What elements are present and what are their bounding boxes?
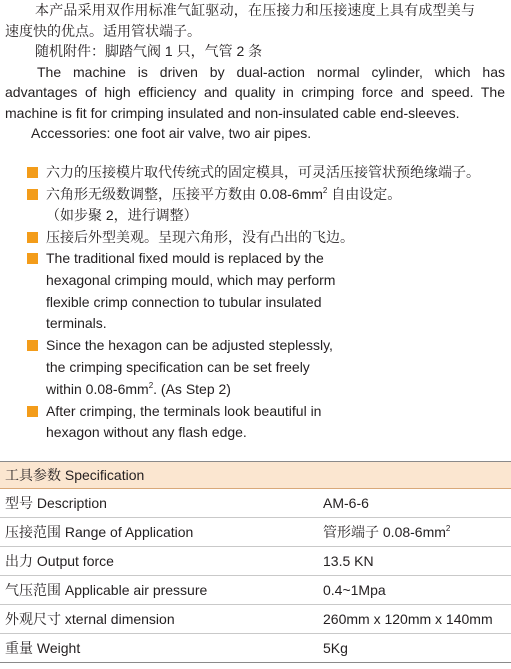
spec-value: 0.4~1Mpa bbox=[323, 582, 386, 598]
square-bullet-icon bbox=[27, 167, 38, 178]
square-bullet-icon bbox=[27, 189, 38, 200]
superscript: 2 bbox=[322, 185, 328, 195]
feature-text: 自由设定。 bbox=[327, 185, 402, 202]
intro-cn-accessories: 随机附件：脚踏气阀 1 只，气管 2 条 bbox=[35, 43, 263, 59]
superscript: 2 bbox=[445, 524, 451, 533]
spec-label: 气压范围 Applicable air pressure bbox=[5, 582, 208, 598]
spec-value: 260mm x 120mm x 140mm bbox=[323, 611, 493, 627]
feature-item-cn3 bbox=[25, 227, 505, 249]
intro-cn-line2: 速度快的优点。适用管状端子。 bbox=[5, 22, 201, 39]
spec-row-air-pressure bbox=[0, 576, 511, 605]
feature-line: The traditional fixed mould is replaced by the bbox=[46, 250, 324, 266]
feature-line: hexagon without any flash edge. bbox=[46, 424, 247, 441]
feature-item-en1 bbox=[25, 248, 505, 335]
intro-text bbox=[5, 0, 505, 144]
spec-row-range bbox=[0, 518, 511, 547]
intro-en-accessories: Accessories: one foot air valve, two air pipes. bbox=[31, 125, 312, 141]
spec-table bbox=[0, 461, 511, 663]
spec-label: 出力 Output force bbox=[5, 553, 114, 569]
intro-cn-line1: 本产品采用双作用标准气缸驱动，在压接力和压接速度上具有成型美与 bbox=[35, 2, 476, 18]
spec-value: 5Kg bbox=[323, 640, 348, 656]
feature-item-en2 bbox=[25, 335, 505, 400]
spec-value-wrap bbox=[323, 518, 450, 546]
feature-item-cn2 bbox=[25, 184, 505, 227]
spec-value: AM-6-6 bbox=[323, 495, 369, 511]
square-bullet-icon bbox=[27, 232, 38, 243]
feature-text: 六角形无级数调整，压接平方数由 0.08-6mm bbox=[46, 185, 323, 202]
spec-row-dimension bbox=[0, 605, 511, 634]
feature-line: . (As Step 2) bbox=[153, 380, 231, 397]
square-bullet-icon bbox=[27, 253, 38, 264]
feature-text: 压接后外型美观。呈现六角形，没有凸出的飞边。 bbox=[46, 228, 354, 245]
spec-label: 外观尺寸 xternal dimension bbox=[5, 611, 175, 627]
square-bullet-icon bbox=[27, 340, 38, 351]
feature-line: Since the hexagon can be adjusted steplessly, bbox=[46, 337, 333, 354]
feature-line: within 0.08-6mm bbox=[46, 380, 149, 397]
spec-table-header: 工具参数 Specification bbox=[0, 462, 511, 489]
spec-label: 压接范围 Range of Application bbox=[5, 524, 194, 540]
feature-line: the crimping specification can be set freely bbox=[46, 358, 310, 375]
spec-label: 型号 Description bbox=[5, 495, 107, 511]
feature-list bbox=[25, 162, 505, 444]
superscript: 2 bbox=[148, 380, 154, 390]
spec-row-output-force bbox=[0, 547, 511, 576]
feature-line: flexible crimp connection to tubular insulated bbox=[46, 293, 322, 310]
intro-en-paragraph: The machine is driven by dual-action normal cylinder, which has advantages of high efficiency and quality in crimping force and speed. The machine is fit for crimping insulated and non-insulated cable end-sleeves. bbox=[5, 63, 505, 121]
feature-note: （如步聚 2，进行调整） bbox=[46, 207, 198, 223]
spec-label: 重量 Weight bbox=[5, 640, 81, 656]
feature-line: After crimping, the terminals look beautiful in bbox=[46, 402, 322, 419]
spec-value: 13.5 KN bbox=[323, 553, 374, 569]
spec-row-weight bbox=[0, 634, 511, 663]
spec-value: 管形端子 0.08-6mm bbox=[323, 524, 446, 540]
spec-row-description bbox=[0, 489, 511, 518]
feature-text: 六力的压接模片取代传统式的固定模具，可灵活压接管状预绝缘端子。 bbox=[46, 164, 480, 180]
feature-item-en3 bbox=[25, 401, 505, 445]
feature-line: terminals. bbox=[46, 315, 107, 332]
feature-line: hexagonal crimping mould, which may perform bbox=[46, 271, 336, 288]
feature-item-cn1 bbox=[25, 162, 505, 184]
square-bullet-icon bbox=[27, 406, 38, 417]
